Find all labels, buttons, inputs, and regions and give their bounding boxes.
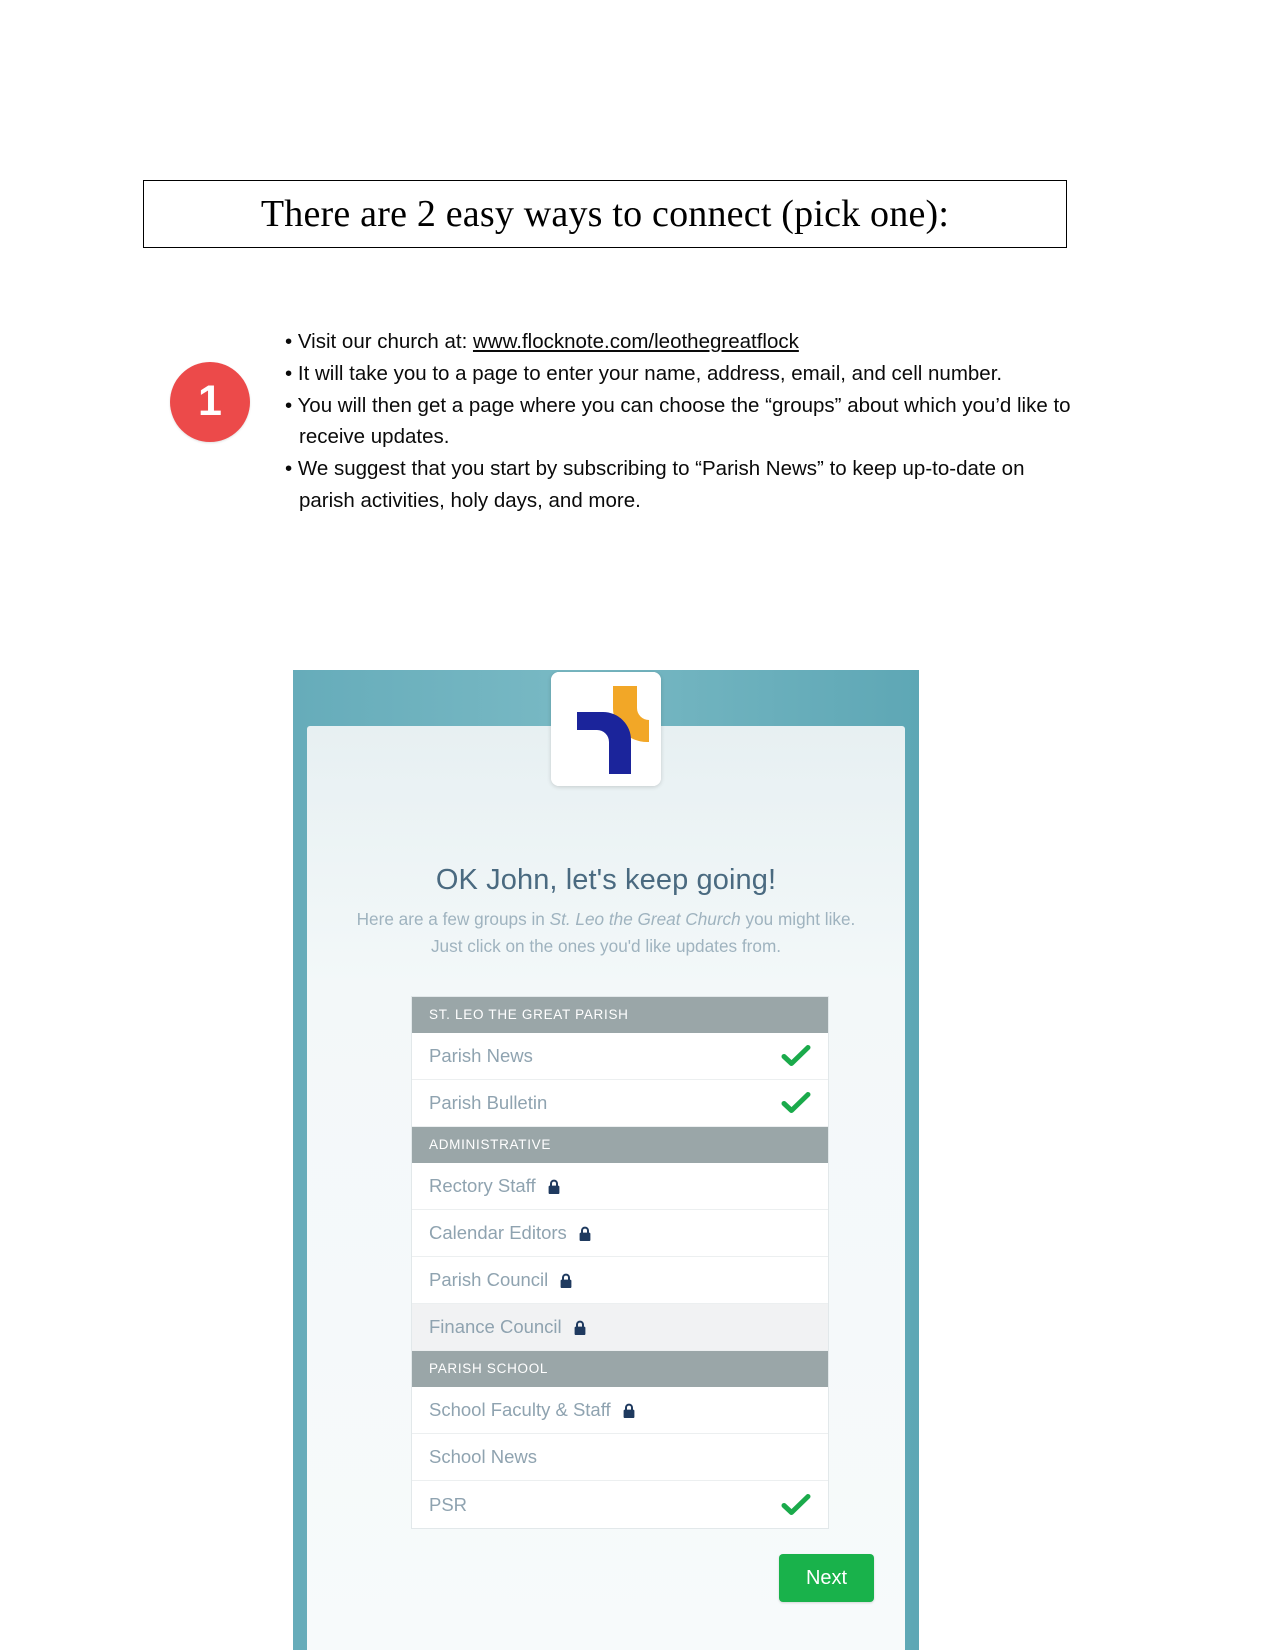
checkmark-icon	[781, 1091, 811, 1115]
lock-icon	[573, 1320, 587, 1336]
lock-icon	[573, 1320, 587, 1336]
subscribed-checkmark[interactable]	[781, 1493, 811, 1517]
lock-icon	[559, 1273, 573, 1289]
list-item	[285, 358, 1075, 390]
group-row[interactable]	[412, 1434, 828, 1481]
group-name: School Faculty & Staff	[429, 1399, 611, 1420]
group-name: Calendar Editors	[429, 1222, 567, 1243]
flocknote-url-link[interactable]: www.flocknote.com/leothegreatflock	[472, 330, 799, 353]
group-section-header: PARISH SCHOOL	[412, 1351, 828, 1387]
screenshot-content-card	[307, 726, 905, 1650]
subscribed-checkmark[interactable]	[781, 1044, 811, 1068]
lock-icon	[547, 1179, 561, 1195]
subscribed-checkmark[interactable]	[781, 1091, 811, 1115]
checkmark-icon	[781, 1493, 811, 1517]
group-name: School News	[429, 1446, 537, 1467]
subtitle-org-name: St. Leo the Great Church	[549, 909, 741, 929]
screenshot-heading: OK John, let's keep going!	[435, 864, 777, 896]
list-item	[285, 453, 1075, 517]
bullet-text: • It will take you to a page to enter your name, address, email, and cell number.	[285, 361, 1003, 385]
lock-icon	[622, 1403, 636, 1419]
group-row[interactable]	[412, 1304, 828, 1351]
screenshot-subtitle	[345, 906, 867, 960]
page-title-banner	[143, 180, 1067, 248]
flocknote-logo-icon	[551, 672, 661, 786]
group-row[interactable]	[412, 1387, 828, 1434]
step-number-label: 1	[198, 376, 222, 425]
group-row[interactable]	[412, 1481, 828, 1528]
lock-icon	[578, 1226, 592, 1242]
group-name: Finance Council	[429, 1316, 562, 1337]
group-section-header: ADMINISTRATIVE	[412, 1127, 828, 1163]
group-row[interactable]	[412, 1033, 828, 1080]
lock-icon	[547, 1179, 561, 1195]
checkmark-icon	[781, 1044, 811, 1068]
group-name: Parish Council	[429, 1269, 549, 1290]
group-name: Parish News	[429, 1045, 533, 1066]
subtitle-part-2: you might like. Just click on the ones you'd like updates from.	[430, 909, 856, 956]
flocknote-logo	[551, 672, 661, 786]
next-button[interactable]: Next	[779, 1554, 874, 1602]
group-name: Rectory Staff	[429, 1175, 536, 1196]
group-row[interactable]	[412, 1210, 828, 1257]
list-item	[285, 390, 1075, 454]
bullet-text: • We suggest that you start by subscribing to “Parish News” to keep up-to-date on parish activities, holy days, and more.	[285, 457, 1025, 512]
group-row[interactable]	[412, 1163, 828, 1210]
lock-icon	[559, 1273, 573, 1289]
step-number-badge	[170, 362, 250, 442]
bullet-text: • Visit our church at:	[285, 330, 473, 353]
flocknote-signup-screenshot	[293, 670, 919, 1650]
group-name: PSR	[429, 1493, 468, 1515]
bullet-text: • You will then get a page where you can choose the “groups” about which you’d like to receive updates.	[285, 393, 1071, 449]
subtitle-part-1: Here are a few groups in	[356, 909, 550, 929]
list-item	[285, 326, 1075, 358]
page-title: There are 2 easy ways to connect (pick one):	[260, 193, 950, 235]
lock-icon	[622, 1403, 636, 1419]
group-section-header: ST. LEO THE GREAT PARISH	[412, 997, 828, 1033]
group-row[interactable]	[412, 1257, 828, 1304]
lock-icon	[578, 1226, 592, 1242]
group-subscription-list	[411, 996, 829, 1529]
group-row[interactable]	[412, 1080, 828, 1127]
group-name: Parish Bulletin	[429, 1092, 548, 1113]
step-instructions-list	[285, 326, 1075, 517]
